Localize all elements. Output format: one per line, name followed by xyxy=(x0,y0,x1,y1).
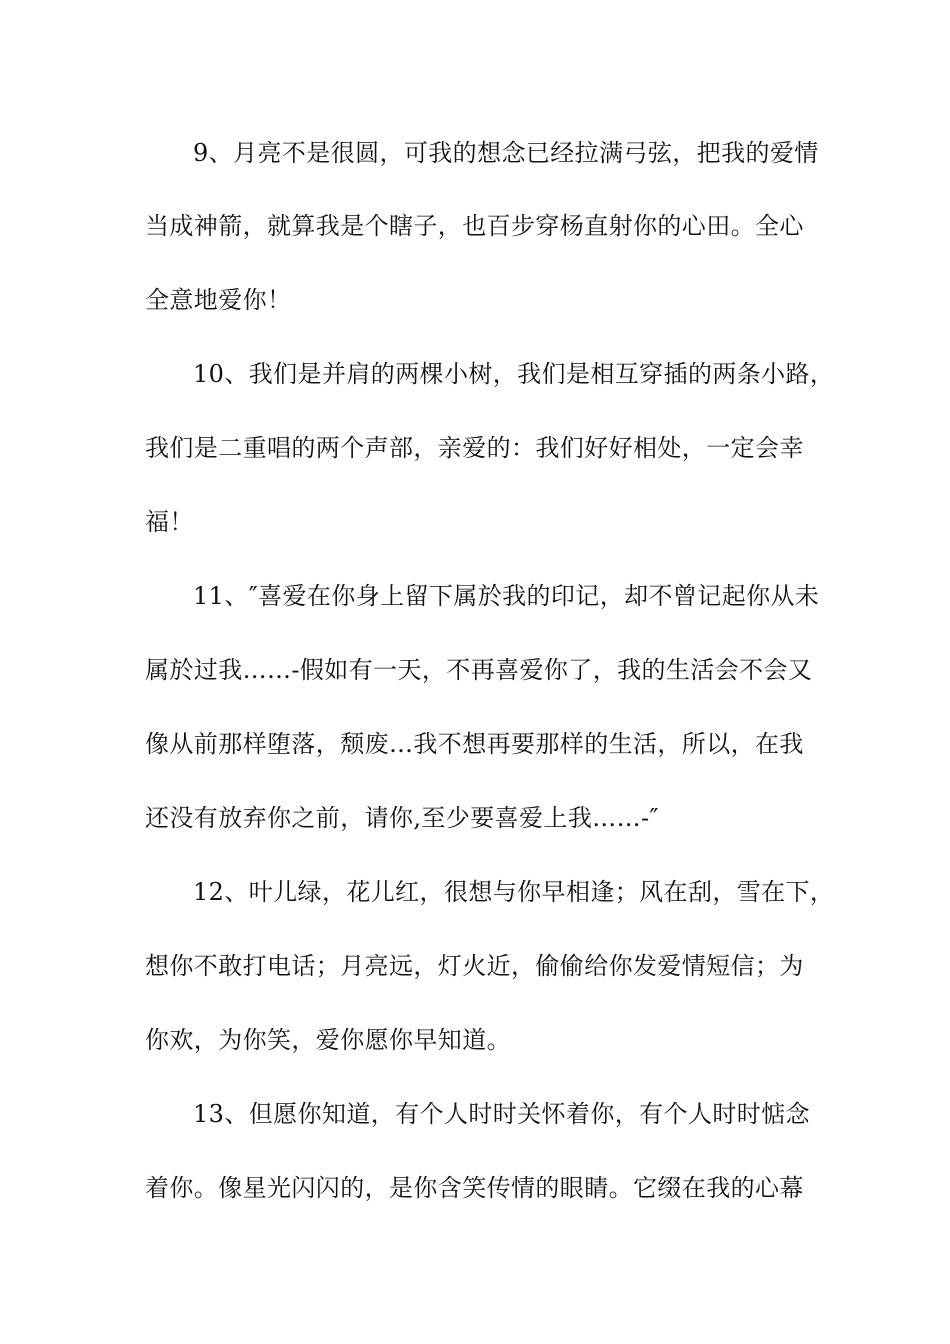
text-line: 11、″喜爱在你身上留下属於我的印记，却不曾记起你从未 xyxy=(193,582,820,610)
text-line: 10、我们是并肩的两棵小树，我们是相互穿插的两条小路， xyxy=(193,360,835,388)
text-line: 像从前那样堕落，颓废…我不想再要那样的生活，所以，在我 xyxy=(145,730,804,758)
text-line: 全意地爱你！ xyxy=(145,286,292,314)
text-line: 着你。像星光闪闪的，是你含笑传情的眼睛。它缀在我的心幕 xyxy=(145,1174,804,1202)
text-line: 13、但愿你知道，有个人时时关怀着你，有个人时时惦念 xyxy=(193,1100,810,1128)
text-line: 我们是二重唱的两个声部，亲爱的：我们好好相处，一定会幸 xyxy=(145,434,804,462)
text-line: 属於过我……-假如有一天，不再喜爱你了，我的生活会不会又 xyxy=(145,656,813,684)
text-line: 你欢，为你笑，爱你愿你早知道。 xyxy=(145,1026,511,1054)
text-line: 福！ xyxy=(145,508,194,536)
text-line: 12、叶儿绿，花儿红，很想与你早相逢；风在刮，雪在下， xyxy=(193,878,835,906)
text-line: 想你不敢打电话；月亮远，灯火近，偷偷给你发爱情短信；为 xyxy=(145,952,804,980)
text-line: 9、月亮不是很圆，可我的想念已经拉满弓弦，把我的爱情 xyxy=(193,139,819,167)
text-line: 当成神箭，就算我是个瞎子，也百步穿杨直射你的心田。全心 xyxy=(145,212,804,240)
text-line: 还没有放弃你之前，请你,至少要喜爱上我……-″ xyxy=(145,804,659,832)
